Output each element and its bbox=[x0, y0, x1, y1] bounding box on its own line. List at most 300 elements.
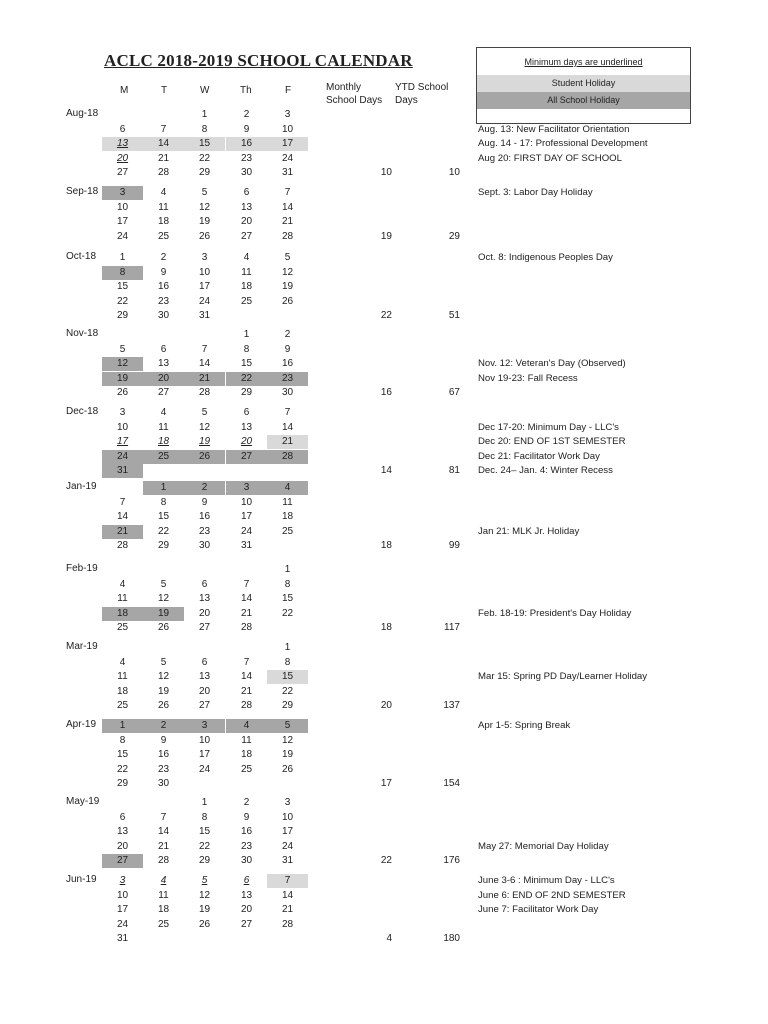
day-cell bbox=[184, 840, 225, 854]
day-number: 1 bbox=[201, 109, 208, 120]
day-cell bbox=[226, 123, 267, 137]
header-tue: T bbox=[161, 85, 168, 96]
day-number: 21 bbox=[198, 372, 211, 384]
day-cell bbox=[226, 481, 267, 495]
day-cell bbox=[226, 825, 267, 839]
day-cell bbox=[226, 496, 267, 510]
day-cell bbox=[102, 592, 143, 606]
day-number: 17 bbox=[116, 436, 129, 448]
day-number: 11 bbox=[241, 734, 252, 746]
day-cell bbox=[267, 166, 308, 180]
day-number: 15 bbox=[240, 358, 253, 370]
day-number: 29 bbox=[116, 778, 129, 790]
day-number: 14 bbox=[198, 358, 211, 370]
day-cell bbox=[102, 734, 143, 748]
day-cell bbox=[184, 874, 225, 888]
monthly-school-days: 19 bbox=[380, 230, 392, 242]
day-cell bbox=[143, 123, 184, 137]
ytd-school-days: 29 bbox=[448, 230, 460, 242]
day-cell bbox=[102, 266, 143, 280]
day-cell bbox=[267, 372, 308, 386]
day-cell bbox=[102, 903, 143, 917]
day-cell bbox=[226, 137, 267, 151]
day-number: 23 bbox=[198, 525, 211, 537]
day-number: 3 bbox=[243, 482, 250, 493]
day-cell bbox=[267, 295, 308, 309]
day-number: 13 bbox=[198, 593, 211, 605]
day-number: 7 bbox=[243, 578, 250, 590]
day-cell bbox=[184, 918, 225, 932]
event-note: Dec 20: END OF 1ST SEMESTER bbox=[478, 436, 626, 448]
event-note: Aug 20: FIRST DAY OF SCHOOL bbox=[478, 152, 622, 164]
day-number: 10 bbox=[116, 201, 129, 213]
month-label: Sep-18 bbox=[66, 186, 99, 197]
day-cell bbox=[184, 525, 225, 539]
day-cell bbox=[102, 280, 143, 294]
day-cell bbox=[143, 186, 184, 200]
day-cell bbox=[267, 421, 308, 435]
day-number: 19 bbox=[198, 216, 211, 228]
event-note: May 27: Memorial Day Holiday bbox=[478, 840, 609, 852]
header-fri: F bbox=[285, 85, 292, 96]
day-cell bbox=[102, 251, 143, 265]
day-cell bbox=[267, 186, 308, 200]
day-cell bbox=[267, 874, 308, 888]
day-cell bbox=[102, 840, 143, 854]
day-cell bbox=[143, 539, 184, 553]
day-number: 10 bbox=[281, 123, 294, 135]
day-cell bbox=[143, 450, 184, 464]
day-number: 27 bbox=[198, 700, 211, 712]
day-cell bbox=[267, 903, 308, 917]
day-cell bbox=[102, 450, 143, 464]
day-cell bbox=[226, 421, 267, 435]
day-cell bbox=[184, 251, 225, 265]
day-cell bbox=[143, 763, 184, 777]
day-cell bbox=[143, 295, 184, 309]
day-cell bbox=[226, 186, 267, 200]
day-cell bbox=[267, 563, 308, 577]
event-note: Feb. 18-19: President's Day Holiday bbox=[478, 607, 632, 619]
day-number: 3 bbox=[201, 252, 208, 263]
day-number: 9 bbox=[243, 123, 250, 135]
day-number: 15 bbox=[198, 826, 211, 838]
day-cell bbox=[143, 215, 184, 229]
day-number: 21 bbox=[240, 607, 253, 619]
day-number: 25 bbox=[157, 450, 170, 462]
day-cell bbox=[102, 295, 143, 309]
day-number: 16 bbox=[240, 826, 253, 838]
day-cell bbox=[102, 763, 143, 777]
day-number: 9 bbox=[284, 343, 291, 355]
day-cell bbox=[267, 840, 308, 854]
day-cell bbox=[102, 186, 143, 200]
day-number: 20 bbox=[116, 152, 129, 164]
day-number: 5 bbox=[119, 343, 126, 355]
day-number: 12 bbox=[198, 421, 211, 433]
day-cell bbox=[102, 510, 143, 524]
day-number: 8 bbox=[160, 496, 167, 508]
day-number: 21 bbox=[281, 436, 294, 448]
day-cell bbox=[184, 137, 225, 151]
day-number: 19 bbox=[281, 749, 294, 761]
day-cell bbox=[143, 874, 184, 888]
day-cell bbox=[102, 777, 143, 791]
day-cell bbox=[102, 918, 143, 932]
day-number: 25 bbox=[157, 230, 170, 242]
day-cell bbox=[267, 137, 308, 151]
day-number: 28 bbox=[198, 387, 211, 399]
day-number: 18 bbox=[240, 749, 253, 761]
day-number: 25 bbox=[281, 525, 294, 537]
day-cell bbox=[102, 539, 143, 553]
day-cell bbox=[226, 435, 267, 449]
day-cell bbox=[226, 734, 267, 748]
day-number: 14 bbox=[281, 201, 294, 213]
event-note: Aug. 13: New Facilitator Orientation bbox=[478, 123, 630, 135]
day-cell bbox=[226, 343, 267, 357]
day-number: 2 bbox=[160, 252, 167, 263]
day-cell bbox=[267, 578, 308, 592]
day-cell bbox=[184, 152, 225, 166]
day-number: 28 bbox=[281, 918, 294, 930]
day-number: 30 bbox=[157, 778, 170, 790]
day-cell bbox=[143, 840, 184, 854]
day-number: 27 bbox=[240, 918, 253, 930]
day-cell bbox=[143, 699, 184, 713]
day-cell bbox=[143, 280, 184, 294]
day-number: 17 bbox=[281, 138, 294, 150]
day-cell bbox=[184, 854, 225, 868]
day-number: 20 bbox=[116, 840, 129, 852]
event-note: Mar 15: Spring PD Day/Learner Holiday bbox=[478, 671, 648, 683]
day-cell bbox=[143, 406, 184, 420]
day-number: 6 bbox=[119, 811, 126, 823]
day-cell bbox=[267, 450, 308, 464]
day-cell bbox=[143, 903, 184, 917]
day-number: 19 bbox=[116, 372, 129, 384]
day-number: 4 bbox=[284, 482, 291, 493]
day-number: 7 bbox=[160, 123, 167, 135]
day-cell bbox=[267, 592, 308, 606]
page-title: ACLC 2018-2019 SCHOOL CALENDAR bbox=[104, 51, 413, 70]
day-number: 26 bbox=[198, 230, 211, 242]
day-number: 14 bbox=[281, 889, 294, 901]
day-cell bbox=[143, 670, 184, 684]
day-number: 24 bbox=[281, 152, 294, 164]
day-cell bbox=[267, 811, 308, 825]
day-number: 27 bbox=[157, 387, 170, 399]
monthly-school-days: 14 bbox=[380, 465, 392, 477]
day-number: 16 bbox=[198, 511, 211, 523]
day-cell bbox=[184, 386, 225, 400]
day-number: 10 bbox=[198, 734, 211, 746]
event-note: Apr 1-5: Spring Break bbox=[478, 720, 571, 731]
day-cell bbox=[102, 525, 143, 539]
day-cell bbox=[184, 578, 225, 592]
day-cell bbox=[226, 406, 267, 420]
day-number: 15 bbox=[281, 671, 294, 683]
day-cell bbox=[102, 464, 143, 478]
monthly-school-days: 18 bbox=[380, 540, 392, 552]
day-number: 16 bbox=[157, 749, 170, 761]
day-cell bbox=[143, 811, 184, 825]
day-number: 3 bbox=[284, 109, 291, 120]
day-number: 21 bbox=[116, 525, 129, 537]
day-number: 20 bbox=[240, 436, 253, 448]
day-number: 26 bbox=[281, 763, 294, 775]
month-label: May-19 bbox=[66, 796, 100, 807]
monthly-school-days: 22 bbox=[380, 855, 392, 867]
day-number: 1 bbox=[284, 642, 291, 653]
day-cell bbox=[184, 539, 225, 553]
day-cell bbox=[267, 328, 308, 342]
day-number: 7 bbox=[284, 407, 291, 418]
day-number: 15 bbox=[116, 749, 129, 761]
day-number: 19 bbox=[281, 281, 294, 293]
month-label: Jan-19 bbox=[66, 481, 97, 492]
monthly-school-days: 16 bbox=[380, 387, 392, 399]
day-cell bbox=[267, 525, 308, 539]
day-cell bbox=[226, 201, 267, 215]
day-cell bbox=[102, 932, 143, 946]
day-cell bbox=[102, 685, 143, 699]
day-number: 17 bbox=[116, 904, 129, 916]
day-number: 15 bbox=[281, 593, 294, 605]
day-cell bbox=[143, 201, 184, 215]
day-cell bbox=[184, 656, 225, 670]
day-number: 2 bbox=[243, 109, 250, 120]
day-number: 13 bbox=[198, 671, 211, 683]
day-cell bbox=[143, 592, 184, 606]
day-number: 7 bbox=[201, 343, 208, 355]
day-number: 5 bbox=[201, 407, 208, 418]
day-number: 22 bbox=[198, 840, 211, 852]
day-cell bbox=[143, 372, 184, 386]
day-cell bbox=[102, 386, 143, 400]
day-number: 14 bbox=[281, 421, 294, 433]
day-number: 19 bbox=[198, 904, 211, 916]
day-cell bbox=[143, 525, 184, 539]
day-number: 31 bbox=[281, 855, 294, 867]
day-number: 1 bbox=[119, 720, 126, 731]
day-cell bbox=[184, 481, 225, 495]
day-cell bbox=[226, 699, 267, 713]
day-number: 22 bbox=[116, 763, 129, 775]
day-number: 13 bbox=[240, 201, 253, 213]
day-number: 29 bbox=[116, 310, 129, 322]
day-number: 29 bbox=[240, 387, 253, 399]
day-cell bbox=[102, 406, 143, 420]
day-cell bbox=[184, 280, 225, 294]
event-note: Dec 21: Facilitator Work Day bbox=[478, 450, 600, 462]
day-cell bbox=[184, 435, 225, 449]
day-cell bbox=[226, 386, 267, 400]
day-cell bbox=[184, 230, 225, 244]
day-cell bbox=[102, 719, 143, 733]
day-cell bbox=[226, 656, 267, 670]
day-cell bbox=[143, 137, 184, 151]
day-number: 10 bbox=[116, 889, 129, 901]
day-number: 10 bbox=[198, 266, 211, 278]
day-cell bbox=[184, 592, 225, 606]
event-note: Aug. 14 - 17: Professional Development bbox=[478, 138, 648, 150]
day-number: 31 bbox=[281, 167, 294, 179]
day-number: 31 bbox=[116, 465, 129, 477]
legend-student-holiday: Student Holiday bbox=[477, 75, 690, 92]
day-number: 25 bbox=[240, 763, 253, 775]
day-cell bbox=[102, 357, 143, 371]
monthly-school-days: 10 bbox=[380, 167, 392, 179]
day-number: 4 bbox=[160, 187, 167, 198]
day-number: 4 bbox=[160, 407, 167, 418]
legend-minimum-days: Minimum days are underlined bbox=[524, 57, 643, 67]
day-number: 24 bbox=[240, 525, 253, 537]
day-number: 16 bbox=[157, 281, 170, 293]
day-cell bbox=[226, 525, 267, 539]
day-cell bbox=[143, 251, 184, 265]
header-monthly-line1: Monthly bbox=[326, 82, 362, 93]
event-note: June 3-6 : Minimum Day - LLC's bbox=[478, 875, 615, 886]
day-cell bbox=[226, 621, 267, 635]
day-cell bbox=[267, 357, 308, 371]
day-number: 24 bbox=[198, 763, 211, 775]
day-cell bbox=[184, 811, 225, 825]
ytd-school-days: 154 bbox=[443, 778, 460, 790]
ytd-school-days: 176 bbox=[443, 855, 460, 867]
day-number: 18 bbox=[157, 216, 170, 228]
day-cell bbox=[267, 123, 308, 137]
day-number: 10 bbox=[240, 496, 253, 508]
month-label: Jun-19 bbox=[66, 874, 97, 885]
day-number: 2 bbox=[160, 720, 167, 731]
day-number: 18 bbox=[116, 685, 129, 697]
day-number: 24 bbox=[281, 840, 294, 852]
day-number: 25 bbox=[116, 622, 129, 634]
day-cell bbox=[226, 748, 267, 762]
day-cell bbox=[143, 343, 184, 357]
monthly-school-days: 20 bbox=[380, 700, 392, 712]
day-number: 18 bbox=[157, 904, 170, 916]
day-cell bbox=[184, 266, 225, 280]
day-number: 25 bbox=[240, 295, 253, 307]
day-number: 24 bbox=[116, 230, 129, 242]
day-cell bbox=[184, 699, 225, 713]
day-cell bbox=[184, 215, 225, 229]
day-number: 30 bbox=[281, 387, 294, 399]
day-number: 17 bbox=[198, 281, 211, 293]
day-cell bbox=[226, 372, 267, 386]
day-cell bbox=[184, 450, 225, 464]
day-cell bbox=[226, 607, 267, 621]
month-label: Oct-18 bbox=[66, 251, 97, 262]
ytd-school-days: 180 bbox=[443, 933, 460, 945]
day-number: 28 bbox=[116, 540, 129, 552]
ytd-school-days: 10 bbox=[448, 167, 460, 179]
day-cell bbox=[143, 777, 184, 791]
day-cell bbox=[267, 215, 308, 229]
day-number: 26 bbox=[198, 450, 211, 462]
day-cell bbox=[226, 592, 267, 606]
day-number: 13 bbox=[116, 826, 129, 838]
day-cell bbox=[143, 719, 184, 733]
day-cell bbox=[267, 763, 308, 777]
day-cell bbox=[226, 450, 267, 464]
day-number: 13 bbox=[240, 421, 253, 433]
day-number: 1 bbox=[284, 564, 291, 575]
day-cell bbox=[184, 201, 225, 215]
day-cell bbox=[267, 510, 308, 524]
day-number: 9 bbox=[243, 811, 250, 823]
day-number: 26 bbox=[281, 295, 294, 307]
day-number: 11 bbox=[117, 671, 128, 683]
day-number: 31 bbox=[198, 310, 211, 322]
day-number: 11 bbox=[158, 889, 169, 901]
day-cell bbox=[143, 386, 184, 400]
day-cell bbox=[102, 854, 143, 868]
day-number: 13 bbox=[116, 138, 129, 150]
day-cell bbox=[184, 309, 225, 323]
day-cell bbox=[143, 481, 184, 495]
day-cell bbox=[102, 215, 143, 229]
day-number: 7 bbox=[284, 875, 291, 886]
day-cell bbox=[143, 918, 184, 932]
day-cell bbox=[102, 607, 143, 621]
ytd-school-days: 67 bbox=[448, 387, 460, 399]
day-number: 22 bbox=[281, 607, 294, 619]
day-cell bbox=[267, 481, 308, 495]
monthly-school-days: 4 bbox=[386, 933, 392, 945]
day-cell bbox=[184, 670, 225, 684]
day-cell bbox=[184, 889, 225, 903]
day-cell bbox=[102, 874, 143, 888]
day-cell bbox=[226, 251, 267, 265]
day-cell bbox=[184, 685, 225, 699]
day-cell bbox=[226, 215, 267, 229]
day-number: 4 bbox=[243, 252, 250, 263]
day-number: 22 bbox=[116, 295, 129, 307]
day-number: 8 bbox=[119, 266, 126, 278]
day-cell bbox=[267, 854, 308, 868]
day-cell bbox=[143, 825, 184, 839]
day-cell bbox=[226, 510, 267, 524]
day-cell bbox=[226, 295, 267, 309]
day-cell bbox=[226, 763, 267, 777]
day-number: 2 bbox=[284, 329, 291, 340]
day-number: 4 bbox=[119, 656, 126, 668]
day-number: 31 bbox=[116, 933, 129, 945]
day-number: 21 bbox=[157, 840, 170, 852]
month-label: Aug-18 bbox=[66, 108, 99, 119]
day-number: 5 bbox=[201, 187, 208, 198]
day-cell bbox=[226, 230, 267, 244]
day-number: 3 bbox=[201, 720, 208, 731]
day-number: 21 bbox=[281, 216, 294, 228]
day-cell bbox=[267, 889, 308, 903]
ytd-school-days: 81 bbox=[448, 465, 460, 477]
day-number: 8 bbox=[284, 578, 291, 590]
day-cell bbox=[143, 889, 184, 903]
day-number: 10 bbox=[116, 421, 129, 433]
day-cell bbox=[184, 621, 225, 635]
day-number: 7 bbox=[160, 811, 167, 823]
day-cell bbox=[102, 309, 143, 323]
day-number: 26 bbox=[157, 622, 170, 634]
day-number: 23 bbox=[157, 295, 170, 307]
day-number: 11 bbox=[282, 496, 293, 508]
day-cell bbox=[184, 166, 225, 180]
day-number: 8 bbox=[119, 734, 126, 746]
